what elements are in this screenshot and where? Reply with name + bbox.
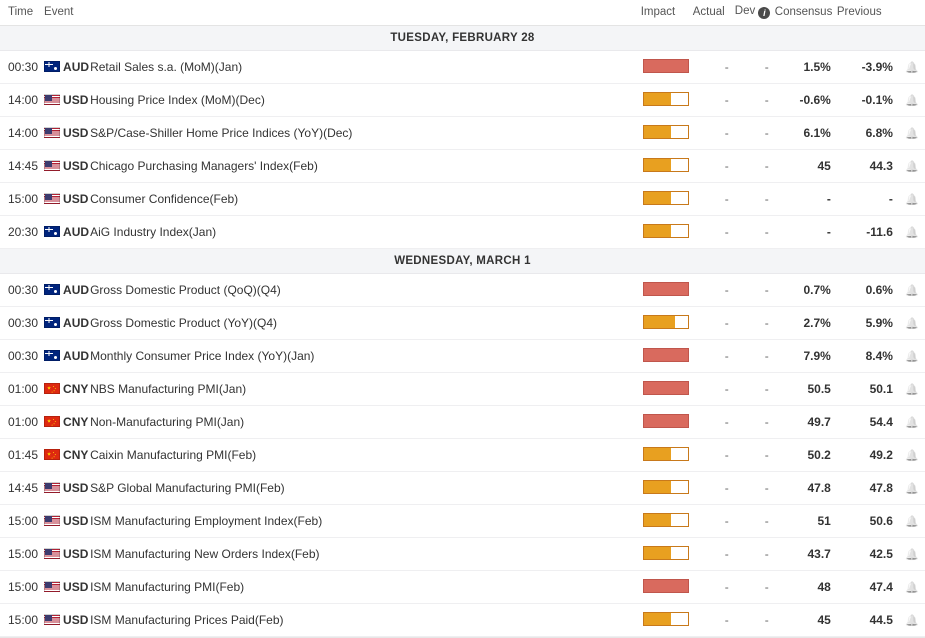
- currency-code: AUD: [63, 316, 90, 330]
- bell-icon[interactable]: 🔔: [905, 194, 919, 206]
- impact-cell: [639, 472, 693, 505]
- calendar-body: [0, 26, 925, 637]
- column-header-actual[interactable]: Actual: [693, 0, 735, 26]
- actual-value: -: [693, 406, 735, 439]
- impact-bar-medium: [643, 125, 689, 139]
- previous-value: 50.1: [837, 373, 899, 406]
- currency-cell: [44, 571, 90, 604]
- bell-icon[interactable]: 🔔: [905, 318, 919, 330]
- day-separator-row: [0, 249, 925, 274]
- bell-icon[interactable]: 🔔: [905, 450, 919, 462]
- dev-value: -: [735, 472, 775, 505]
- alert-cell[interactable]: [899, 406, 925, 439]
- flag-icon-usd: [44, 127, 60, 138]
- event-time: 15:00: [0, 571, 44, 604]
- impact-cell: [639, 274, 693, 307]
- calendar-header-row: [0, 0, 925, 26]
- bell-icon[interactable]: 🔔: [905, 483, 919, 495]
- consensus-value: 50.5: [775, 373, 837, 406]
- dev-value: -: [735, 373, 775, 406]
- event-time: 20:30: [0, 216, 44, 249]
- flag-icon-usd: [44, 160, 60, 171]
- flag-icon-aud: [44, 350, 60, 361]
- currency-code: USD: [63, 159, 89, 173]
- previous-value: 47.8: [837, 472, 899, 505]
- table-row[interactable]: [0, 340, 925, 373]
- alert-cell[interactable]: [899, 472, 925, 505]
- currency-cell: [44, 604, 90, 637]
- actual-value: -: [693, 571, 735, 604]
- dev-value: -: [735, 150, 775, 183]
- impact-cell: [639, 307, 693, 340]
- flag-icon-aud: [44, 284, 60, 295]
- bell-icon[interactable]: 🔔: [905, 95, 919, 107]
- column-header-consensus[interactable]: Consensus: [775, 0, 837, 26]
- event-name[interactable]: S&P Global Manufacturing PMI(Feb): [90, 472, 639, 505]
- table-row[interactable]: [0, 538, 925, 571]
- flag-icon-cny: [44, 416, 60, 427]
- flag-icon-usd: [44, 614, 60, 625]
- info-icon[interactable]: i: [758, 7, 770, 19]
- table-row[interactable]: [0, 307, 925, 340]
- impact-bar-medium: [643, 92, 689, 106]
- currency-cell: [44, 439, 90, 472]
- consensus-value: 43.7: [775, 538, 837, 571]
- actual-value: -: [693, 340, 735, 373]
- event-name[interactable]: Non-Manufacturing PMI(Jan): [90, 406, 639, 439]
- alert-cell[interactable]: [899, 340, 925, 373]
- impact-cell: [639, 117, 693, 150]
- consensus-value: 45: [775, 604, 837, 637]
- previous-value: 49.2: [837, 439, 899, 472]
- impact-bar-high: [643, 59, 689, 73]
- event-time: 14:00: [0, 84, 44, 117]
- bell-icon[interactable]: 🔔: [905, 351, 919, 363]
- day-separator-row: [0, 26, 925, 51]
- impact-bar-high: [643, 414, 689, 428]
- event-name[interactable]: Gross Domestic Product (YoY)(Q4): [90, 307, 639, 340]
- event-name[interactable]: Monthly Consumer Price Index (YoY)(Jan): [90, 340, 639, 373]
- bell-icon[interactable]: 🔔: [905, 582, 919, 594]
- dev-value: -: [735, 604, 775, 637]
- impact-cell: [639, 571, 693, 604]
- flag-icon-usd: [44, 581, 60, 592]
- currency-cell: [44, 373, 90, 406]
- impact-bar-fill: [644, 481, 671, 493]
- previous-value: 0.6%: [837, 274, 899, 307]
- currency-code: AUD: [63, 283, 90, 297]
- dev-value: -: [735, 117, 775, 150]
- currency-code: USD: [63, 192, 89, 206]
- alert-cell[interactable]: [899, 571, 925, 604]
- actual-value: -: [693, 84, 735, 117]
- consensus-value: 49.7: [775, 406, 837, 439]
- dev-value: -: [735, 538, 775, 571]
- bell-icon[interactable]: 🔔: [905, 161, 919, 173]
- consensus-value: 7.9%: [775, 340, 837, 373]
- impact-bar-fill: [644, 316, 676, 328]
- alert-cell[interactable]: [899, 505, 925, 538]
- currency-cell: [44, 406, 90, 439]
- flag-icon-cny: [44, 449, 60, 460]
- event-name[interactable]: ISM Manufacturing Employment Index(Feb): [90, 505, 639, 538]
- event-time: 15:00: [0, 183, 44, 216]
- table-row[interactable]: [0, 439, 925, 472]
- currency-cell: [44, 216, 90, 249]
- previous-value: 42.5: [837, 538, 899, 571]
- dev-value: -: [735, 84, 775, 117]
- currency-cell: [44, 538, 90, 571]
- event-name[interactable]: Retail Sales s.a. (MoM)(Jan): [90, 51, 639, 84]
- consensus-value: 45: [775, 150, 837, 183]
- currency-code: AUD: [63, 349, 90, 363]
- impact-bar-fill: [644, 613, 671, 625]
- previous-value: 50.6: [837, 505, 899, 538]
- bell-icon[interactable]: 🔔: [905, 615, 919, 627]
- previous-value: 54.4: [837, 406, 899, 439]
- table-row[interactable]: [0, 274, 925, 307]
- actual-value: -: [693, 183, 735, 216]
- currency-cell: [44, 274, 90, 307]
- impact-cell: [639, 505, 693, 538]
- flag-icon-usd: [44, 482, 60, 493]
- actual-value: -: [693, 150, 735, 183]
- alert-cell[interactable]: [899, 373, 925, 406]
- currency-code: CNY: [63, 382, 89, 396]
- actual-value: -: [693, 274, 735, 307]
- table-row[interactable]: [0, 150, 925, 183]
- event-name[interactable]: ISM Manufacturing Prices Paid(Feb): [90, 604, 639, 637]
- dev-value: -: [735, 274, 775, 307]
- table-row[interactable]: [0, 505, 925, 538]
- table-row[interactable]: [0, 216, 925, 249]
- event-name[interactable]: Consumer Confidence(Feb): [90, 183, 639, 216]
- dev-value: -: [735, 307, 775, 340]
- currency-code: USD: [63, 613, 89, 627]
- table-row[interactable]: [0, 51, 925, 84]
- currency-cell: [44, 307, 90, 340]
- flag-icon-usd: [44, 548, 60, 559]
- dev-value: -: [735, 571, 775, 604]
- actual-value: -: [693, 472, 735, 505]
- event-time: 00:30: [0, 340, 44, 373]
- impact-bar-fill: [644, 192, 671, 204]
- currency-code: USD: [63, 547, 89, 561]
- table-row[interactable]: [0, 604, 925, 637]
- impact-bar-fill: [644, 580, 688, 592]
- alert-cell[interactable]: [899, 439, 925, 472]
- event-name[interactable]: Gross Domestic Product (QoQ)(Q4): [90, 274, 639, 307]
- consensus-value: -: [775, 183, 837, 216]
- impact-bar-fill: [644, 126, 671, 138]
- previous-value: 44.3: [837, 150, 899, 183]
- column-header-previous[interactable]: Previous: [837, 0, 899, 26]
- impact-bar-fill: [644, 283, 688, 295]
- impact-bar-fill: [644, 382, 688, 394]
- impact-bar-high: [643, 282, 689, 296]
- actual-value: -: [693, 505, 735, 538]
- table-row[interactable]: [0, 117, 925, 150]
- consensus-value: 48: [775, 571, 837, 604]
- actual-value: -: [693, 439, 735, 472]
- previous-value: -3.9%: [837, 51, 899, 84]
- actual-value: -: [693, 538, 735, 571]
- impact-bar-high: [643, 348, 689, 362]
- flag-icon-usd: [44, 515, 60, 526]
- actual-value: -: [693, 51, 735, 84]
- impact-bar-fill: [644, 448, 671, 460]
- alert-cell[interactable]: [899, 183, 925, 216]
- table-row[interactable]: [0, 84, 925, 117]
- flag-icon-aud: [44, 61, 60, 72]
- impact-bar-medium: [643, 224, 689, 238]
- alert-cell[interactable]: [899, 538, 925, 571]
- flag-icon-usd: [44, 94, 60, 105]
- currency-code: USD: [63, 481, 89, 495]
- event-name[interactable]: Caixin Manufacturing PMI(Feb): [90, 439, 639, 472]
- consensus-value: 6.1%: [775, 117, 837, 150]
- impact-cell: [639, 150, 693, 183]
- flag-icon-aud: [44, 226, 60, 237]
- column-header-dev[interactable]: [735, 0, 775, 26]
- consensus-value: 0.7%: [775, 274, 837, 307]
- dev-value: -: [735, 51, 775, 84]
- flag-icon-usd: [44, 193, 60, 204]
- currency-code: AUD: [63, 225, 90, 239]
- actual-value: -: [693, 373, 735, 406]
- event-time: 14:45: [0, 150, 44, 183]
- alert-cell[interactable]: [899, 307, 925, 340]
- alert-cell[interactable]: [899, 274, 925, 307]
- impact-bar-fill: [644, 514, 671, 526]
- bell-icon[interactable]: 🔔: [905, 417, 919, 429]
- bell-icon[interactable]: 🔔: [905, 516, 919, 528]
- event-time: 14:00: [0, 117, 44, 150]
- consensus-value: -: [775, 216, 837, 249]
- consensus-value: 1.5%: [775, 51, 837, 84]
- impact-bar-high: [643, 579, 689, 593]
- currency-cell: [44, 84, 90, 117]
- currency-code: CNY: [63, 415, 89, 429]
- consensus-value: 47.8: [775, 472, 837, 505]
- flag-icon-cny: [44, 383, 60, 394]
- impact-cell: [639, 538, 693, 571]
- table-row[interactable]: [0, 373, 925, 406]
- event-name[interactable]: NBS Manufacturing PMI(Jan): [90, 373, 639, 406]
- event-name[interactable]: ISM Manufacturing PMI(Feb): [90, 571, 639, 604]
- currency-code: USD: [63, 580, 89, 594]
- impact-cell: [639, 216, 693, 249]
- alert-cell[interactable]: [899, 150, 925, 183]
- impact-cell: [639, 439, 693, 472]
- table-row[interactable]: [0, 472, 925, 505]
- impact-bar-medium: [643, 447, 689, 461]
- impact-bar-medium: [643, 612, 689, 626]
- bell-icon[interactable]: 🔔: [905, 285, 919, 297]
- impact-cell: [639, 604, 693, 637]
- column-header-time[interactable]: Time: [0, 0, 44, 26]
- currency-code: USD: [63, 514, 89, 528]
- event-time: 00:30: [0, 274, 44, 307]
- currency-code: USD: [63, 93, 89, 107]
- currency-cell: [44, 183, 90, 216]
- event-time: 00:30: [0, 51, 44, 84]
- previous-value: 44.5: [837, 604, 899, 637]
- impact-bar-high: [643, 381, 689, 395]
- previous-value: -: [837, 183, 899, 216]
- column-header-impact[interactable]: Impact: [639, 0, 693, 26]
- dev-value: -: [735, 216, 775, 249]
- event-name[interactable]: ISM Manufacturing New Orders Index(Feb): [90, 538, 639, 571]
- impact-cell: [639, 183, 693, 216]
- column-header-event[interactable]: Event: [44, 0, 639, 26]
- event-time: 15:00: [0, 505, 44, 538]
- dev-value: -: [735, 340, 775, 373]
- consensus-value: -0.6%: [775, 84, 837, 117]
- impact-cell: [639, 84, 693, 117]
- event-time: 14:45: [0, 472, 44, 505]
- consensus-value: 50.2: [775, 439, 837, 472]
- previous-value: 6.8%: [837, 117, 899, 150]
- previous-value: 5.9%: [837, 307, 899, 340]
- impact-bar-fill: [644, 159, 671, 171]
- impact-cell: [639, 406, 693, 439]
- impact-bar-medium: [643, 513, 689, 527]
- event-time: 01:00: [0, 406, 44, 439]
- previous-value: -0.1%: [837, 84, 899, 117]
- table-row[interactable]: [0, 571, 925, 604]
- impact-bar-medium: [643, 480, 689, 494]
- consensus-value: 2.7%: [775, 307, 837, 340]
- actual-value: -: [693, 117, 735, 150]
- bell-icon[interactable]: 🔔: [905, 549, 919, 561]
- day-label: TUESDAY, FEBRUARY 28: [0, 26, 925, 51]
- event-name[interactable]: AiG Industry Index(Jan): [90, 216, 639, 249]
- impact-bar-medium: [643, 158, 689, 172]
- event-time: 01:45: [0, 439, 44, 472]
- currency-cell: [44, 150, 90, 183]
- dev-value: -: [735, 406, 775, 439]
- dev-value: -: [735, 439, 775, 472]
- column-header-dev-label: Dev: [734, 5, 756, 17]
- flag-icon-aud: [44, 317, 60, 328]
- impact-bar-medium: [643, 315, 689, 329]
- actual-value: -: [693, 307, 735, 340]
- previous-value: -11.6: [837, 216, 899, 249]
- event-time: 15:00: [0, 604, 44, 637]
- previous-value: 47.4: [837, 571, 899, 604]
- impact-cell: [639, 340, 693, 373]
- column-header-alert: [899, 0, 925, 26]
- event-name[interactable]: S&P/Case-Shiller Home Price Indices (YoY)(Dec): [90, 117, 639, 150]
- currency-cell: [44, 472, 90, 505]
- impact-bar-medium: [643, 191, 689, 205]
- event-time: 00:30: [0, 307, 44, 340]
- previous-value: 8.4%: [837, 340, 899, 373]
- currency-cell: [44, 117, 90, 150]
- currency-code: CNY: [63, 448, 89, 462]
- impact-bar-fill: [644, 93, 671, 105]
- alert-cell[interactable]: [899, 216, 925, 249]
- table-row[interactable]: [0, 406, 925, 439]
- event-time: 01:00: [0, 373, 44, 406]
- impact-bar-fill: [644, 349, 688, 361]
- bell-icon[interactable]: 🔔: [905, 128, 919, 140]
- impact-cell: [639, 373, 693, 406]
- event-time: 15:00: [0, 538, 44, 571]
- event-name[interactable]: Chicago Purchasing Managers' Index(Feb): [90, 150, 639, 183]
- impact-cell: [639, 51, 693, 84]
- alert-cell[interactable]: [899, 84, 925, 117]
- alert-cell[interactable]: [899, 51, 925, 84]
- dev-value: -: [735, 183, 775, 216]
- day-label: WEDNESDAY, MARCH 1: [0, 249, 925, 274]
- currency-cell: [44, 340, 90, 373]
- consensus-value: 51: [775, 505, 837, 538]
- alert-cell[interactable]: [899, 117, 925, 150]
- currency-cell: [44, 51, 90, 84]
- impact-bar-fill: [644, 415, 688, 427]
- impact-bar-fill: [644, 60, 688, 72]
- actual-value: -: [693, 216, 735, 249]
- alert-cell[interactable]: [899, 604, 925, 637]
- dev-value: -: [735, 505, 775, 538]
- currency-code: AUD: [63, 60, 90, 74]
- bell-icon[interactable]: 🔔: [905, 227, 919, 239]
- table-row[interactable]: [0, 183, 925, 216]
- currency-code: USD: [63, 126, 89, 140]
- impact-bar-fill: [644, 225, 671, 237]
- event-name[interactable]: Housing Price Index (MoM)(Dec): [90, 84, 639, 117]
- actual-value: -: [693, 604, 735, 637]
- currency-cell: [44, 505, 90, 538]
- bell-icon[interactable]: 🔔: [905, 384, 919, 396]
- bell-icon[interactable]: 🔔: [905, 62, 919, 74]
